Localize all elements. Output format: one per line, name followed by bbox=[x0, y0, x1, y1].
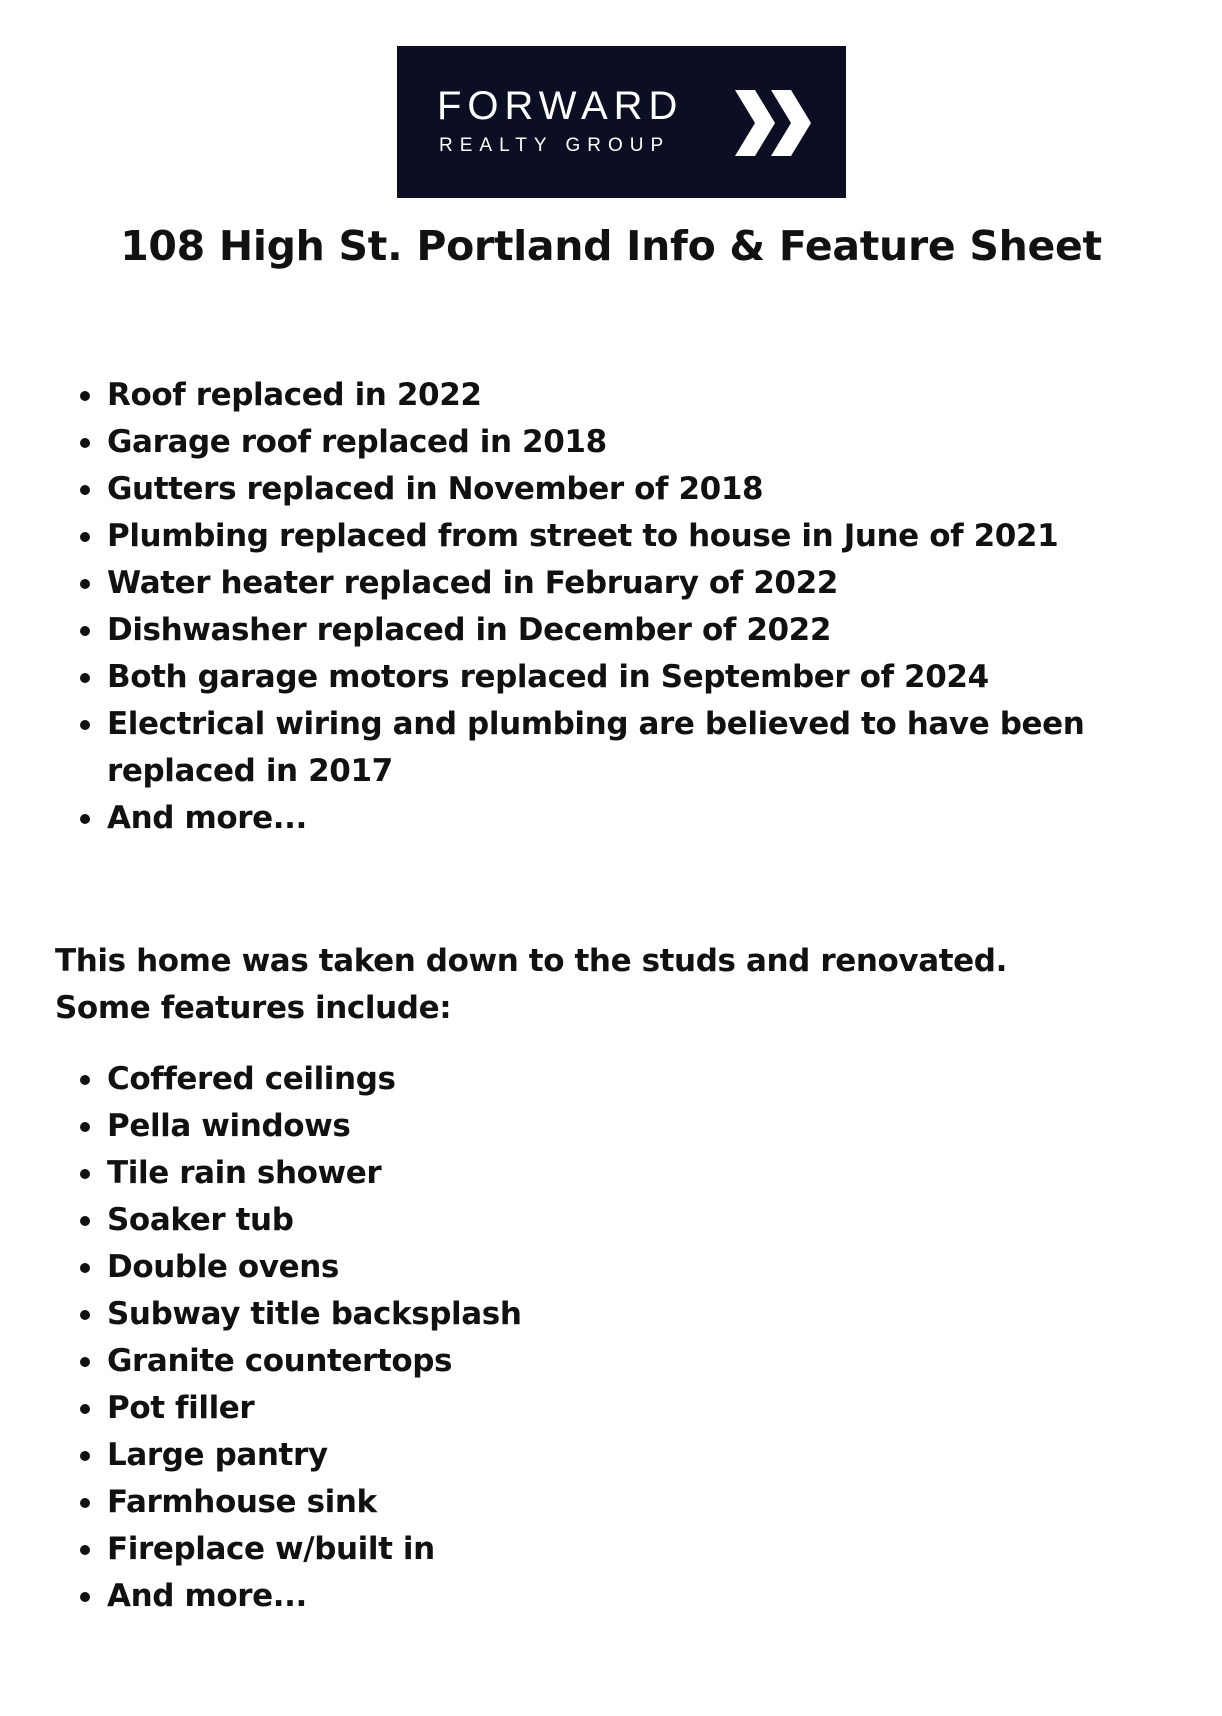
list-item: Large pantry bbox=[107, 1432, 1107, 1479]
list-item: Fireplace w/built in bbox=[107, 1526, 1107, 1573]
list-item: And more... bbox=[107, 795, 1222, 842]
features-list bbox=[54, 1056, 1107, 1620]
list-item: Double ovens bbox=[107, 1244, 1107, 1291]
home-updates-list bbox=[54, 372, 1222, 842]
list-item: Granite countertops bbox=[107, 1338, 1107, 1385]
list-item: Pella windows bbox=[107, 1103, 1107, 1150]
list-item: Garage roof replaced in 2018 bbox=[107, 419, 1222, 466]
logo-subtitle: REALTY GROUP bbox=[439, 135, 671, 156]
list-item: Farmhouse sink bbox=[107, 1479, 1107, 1526]
list-item: And more... bbox=[107, 1573, 1107, 1620]
list-item: Water heater replaced in February of 2022 bbox=[107, 560, 1222, 607]
list-item: Electrical wiring and plumbing are believed to have been replaced in 2017 bbox=[107, 701, 1222, 795]
company-logo bbox=[397, 46, 846, 198]
page-title: 108 High St. Portland Info & Feature Sheet bbox=[120, 222, 1102, 270]
list-item: Soaker tub bbox=[107, 1197, 1107, 1244]
list-item: Plumbing replaced from street to house in June of 2021 bbox=[107, 513, 1222, 560]
features-intro: This home was taken down to the studs and renovated. Some features include: bbox=[55, 943, 1007, 1026]
list-item: Subway title backsplash bbox=[107, 1291, 1107, 1338]
list-item: Coffered ceilings bbox=[107, 1056, 1107, 1103]
list-item: Both garage motors replaced in September of 2024 bbox=[107, 654, 1222, 701]
list-item: Pot filler bbox=[107, 1385, 1107, 1432]
list-item: Tile rain shower bbox=[107, 1150, 1107, 1197]
list-item: Dishwasher replaced in December of 2022 bbox=[107, 607, 1222, 654]
list-item: Roof replaced in 2022 bbox=[107, 372, 1222, 419]
double-chevron-icon bbox=[735, 90, 813, 156]
logo-brand-name: FORWARD bbox=[437, 84, 684, 128]
list-item: Gutters replaced in November of 2018 bbox=[107, 466, 1222, 513]
